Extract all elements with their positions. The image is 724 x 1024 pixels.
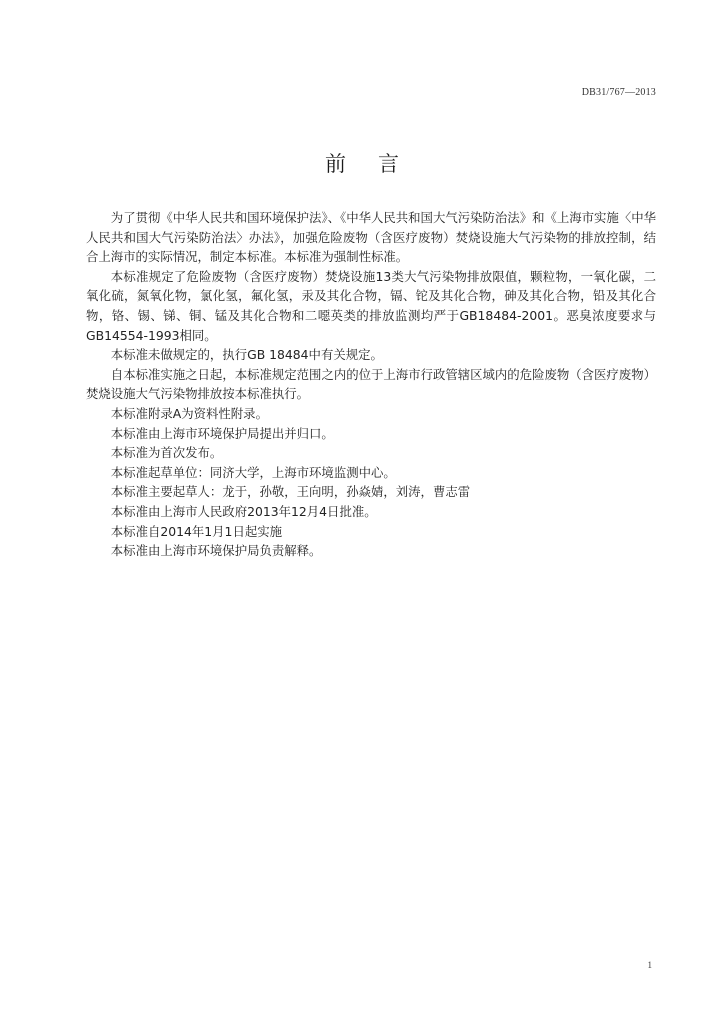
paragraph-interpretation: 本标准由上海市环境保护局负责解释。 bbox=[110, 543, 322, 559]
paragraph-drafting-units: 本标准起草单位：同济大学，上海市环境监测中心。 bbox=[110, 464, 396, 480]
page-title: 前言 bbox=[325, 152, 431, 176]
document-code: DB31/767—2013 bbox=[581, 87, 656, 98]
foreword-body bbox=[86, 208, 656, 561]
paragraph-reference: 本标准未做规定的，执行GB 18484中有关规定。 bbox=[110, 347, 383, 363]
paragraph-implementation: 本标准自2014年1月1日起实施 bbox=[110, 523, 283, 539]
paragraph-proposer: 本标准由上海市环境保护局提出并归口。 bbox=[110, 425, 334, 441]
paragraph-scope: 本标准规定了危险废物（含医疗废物）焚烧设施13类大气污染物排放限值，颗粒物，一氧化碳，二氧化硫，氮氧化物，氯化氢，氟化氢，汞及其化合物，镉、铊及其化合物，砷及其化合物，铅及其化合物，铬、锡、锑、铜、锰及其化合物和二噁英类的排放监测均严于GB18484-2001。恶臭浓度要求与GB14554-1993相同。 bbox=[86, 268, 656, 343]
page-number: 1 bbox=[647, 960, 652, 970]
paragraph-purpose: 为了贯彻《中华人民共和国环境保护法》、《中华人民共和国大气污染防治法》和《上海市实施〈中华人民共和国大气污染防治法〉办法》，加强危险废物（含医疗废物）焚烧设施大气污染物的排放控制，结合上海市的实际情况，制定本标准。本标准为强制性标准。 bbox=[86, 210, 656, 265]
paragraph-first-release: 本标准为首次发布。 bbox=[110, 445, 223, 461]
paragraph-effective-scope: 自本标准实施之日起，本标准规定范围之内的位于上海市行政管辖区域内的危险废物（含医疗废物）焚烧设施大气污染物排放按本标准执行。 bbox=[86, 366, 656, 402]
paragraph-appendix: 本标准附录A为资料性附录。 bbox=[110, 405, 268, 421]
paragraph-approval: 本标准由上海市人民政府2013年12月4日批准。 bbox=[110, 503, 377, 519]
paragraph-drafters: 本标准主要起草人：龙于，孙敬，王向明，孙焱婧，刘涛，曹志雷 bbox=[110, 484, 471, 500]
